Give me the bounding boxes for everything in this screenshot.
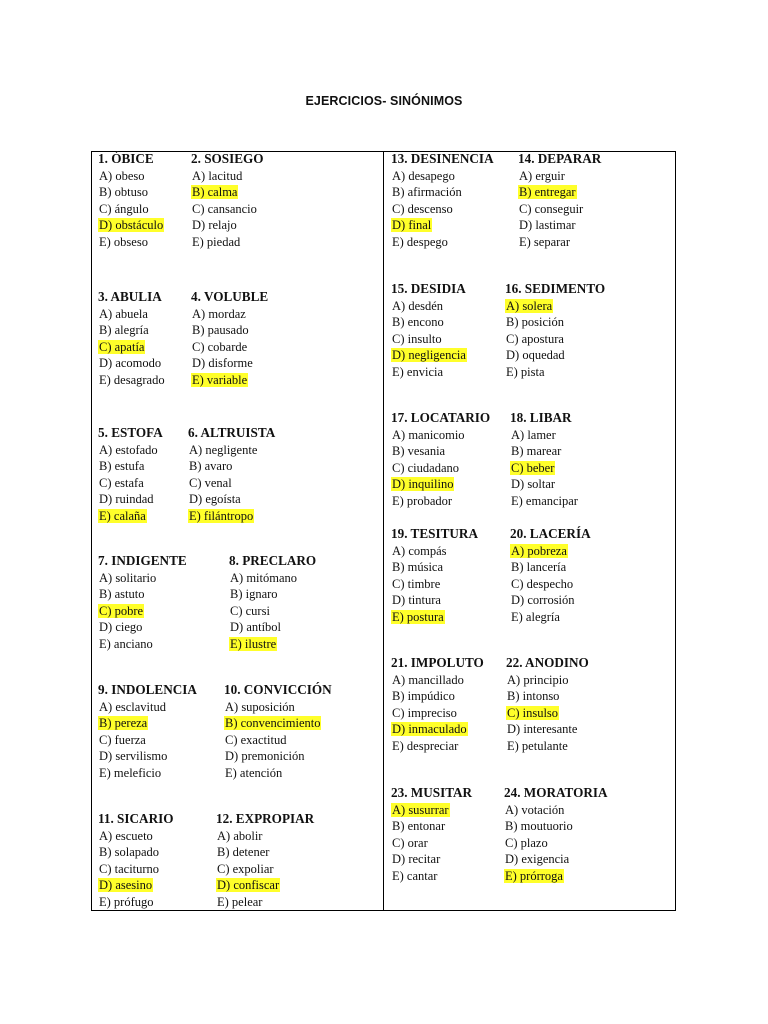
answer-option (98, 586, 187, 603)
answer-option (504, 802, 608, 819)
answer-option (391, 705, 484, 722)
question-heading: 8. PRECLARO (229, 553, 317, 568)
answer-option (391, 201, 494, 218)
answer-option (518, 168, 601, 185)
answer-option (98, 894, 173, 911)
option-text: D) antíbol (230, 620, 282, 635)
page-title: EJERCICIOS- SINÓNIMOS (305, 94, 463, 108)
option-text: B) marear (511, 444, 562, 459)
option-text: E) prófugo (99, 894, 154, 909)
option-text: A) negligente (189, 442, 258, 457)
answer-option-highlighted (510, 543, 591, 560)
option-text: B) astuto (99, 587, 145, 602)
answer-option (391, 460, 490, 477)
answer-option (510, 576, 591, 593)
option-text: A) desdén (392, 298, 444, 313)
answer-option (98, 306, 166, 323)
question-2 (191, 151, 264, 251)
answer-option-highlighted (391, 721, 484, 738)
option-text: B) intonso (507, 689, 560, 704)
question-heading: 21. IMPOLUTO (391, 655, 484, 670)
answer-option-highlighted (224, 715, 332, 732)
option-text: B) alegría (99, 323, 149, 338)
answer-option (518, 217, 601, 234)
question-6 (188, 425, 275, 525)
option-text: C) fuerza (99, 732, 146, 747)
option-text: E) ilustre (230, 636, 277, 651)
answer-option (229, 619, 316, 636)
answer-option (391, 364, 467, 381)
question-24 (504, 785, 608, 885)
answer-option (98, 322, 166, 339)
option-text: C) beber (511, 460, 555, 475)
option-text: C) expoliar (217, 861, 274, 876)
answer-option (224, 765, 332, 782)
answer-option (391, 818, 472, 835)
answer-option (98, 619, 187, 636)
question-7 (98, 553, 187, 653)
option-text: A) susurrar (392, 802, 449, 817)
answer-option (98, 184, 164, 201)
answer-option (391, 298, 467, 315)
option-text: D) lastimar (519, 218, 576, 233)
answer-option (98, 491, 163, 508)
question-15 (391, 281, 467, 381)
question-heading: 20. LACERÍA (510, 526, 591, 541)
question-8 (229, 553, 316, 653)
option-text: B) detener (217, 845, 270, 860)
answer-option-highlighted (518, 184, 601, 201)
answer-option-highlighted (98, 603, 187, 620)
option-text: C) venal (189, 475, 232, 490)
question-10 (224, 682, 332, 782)
option-text: C) descenso (392, 201, 453, 216)
question-17 (391, 410, 490, 510)
question-4 (191, 289, 268, 389)
question-heading: 10. CONVICCIÓN (224, 682, 332, 697)
option-text: B) impúdico (392, 689, 455, 704)
answer-option (188, 491, 275, 508)
question-heading: 14. DEPARAR (518, 151, 602, 166)
answer-option (391, 493, 490, 510)
answer-option (510, 427, 579, 444)
option-text: E) probador (392, 493, 453, 508)
option-text: B) afirmación (392, 185, 462, 200)
question-18 (510, 410, 579, 510)
option-text: B) obtuso (99, 185, 148, 200)
answer-option (98, 732, 197, 749)
option-text: A) esclavitud (99, 699, 166, 714)
answer-option (391, 168, 494, 185)
option-text: D) recitar (392, 852, 441, 867)
answer-option (98, 475, 163, 492)
answer-option (191, 355, 268, 372)
option-text: E) separar (519, 234, 571, 249)
question-13 (391, 151, 494, 251)
option-text: E) prórroga (505, 868, 563, 883)
option-text: E) pelear (217, 894, 263, 909)
question-12 (216, 811, 314, 911)
question-heading: 15. DESIDIA (391, 281, 466, 296)
answer-option (518, 201, 601, 218)
answer-option-highlighted (188, 508, 275, 525)
option-text: B) entonar (392, 819, 446, 834)
answer-option (506, 688, 589, 705)
option-text: A) erguir (519, 168, 565, 183)
answer-option-highlighted (391, 476, 490, 493)
answer-option (504, 835, 608, 852)
question-heading: 17. LOCATARIO (391, 410, 491, 425)
option-text: E) piedad (192, 234, 241, 249)
answer-option-highlighted (510, 460, 579, 477)
answer-option (510, 592, 591, 609)
answer-option (98, 372, 166, 389)
answer-option (229, 586, 316, 603)
option-text: C) conseguir (519, 201, 584, 216)
option-text: E) despreciar (392, 738, 459, 753)
option-text: D) egoísta (189, 492, 241, 507)
option-text: E) obseso (99, 234, 148, 249)
answer-option (391, 543, 478, 560)
option-text: A) lacitud (192, 168, 243, 183)
option-text: C) pobre (99, 603, 144, 618)
option-text: C) timbre (392, 576, 441, 591)
question-heading: 12. EXPROPIAR (216, 811, 315, 826)
option-text: D) oquedad (506, 348, 565, 363)
answer-option-highlighted (506, 705, 589, 722)
option-text: B) entregar (519, 185, 576, 200)
option-text: E) meleficio (99, 765, 162, 780)
option-text: E) anciano (99, 636, 153, 651)
answer-option (391, 559, 478, 576)
answer-option (391, 851, 472, 868)
answer-option-highlighted (191, 184, 264, 201)
answer-option (505, 347, 605, 364)
option-text: B) solapado (99, 845, 160, 860)
answer-option (191, 168, 264, 185)
answer-option-highlighted (191, 372, 268, 389)
answer-option (510, 559, 591, 576)
column-divider (383, 151, 384, 911)
option-text: C) ciudadano (392, 460, 459, 475)
answer-option-highlighted (391, 609, 478, 626)
answer-option (510, 493, 579, 510)
answer-option-highlighted (98, 339, 166, 356)
option-text: C) apatía (99, 339, 145, 354)
option-text: C) insulso (507, 705, 559, 720)
option-text: D) soltar (511, 477, 556, 492)
question-heading: 23. MUSITAR (391, 785, 473, 800)
answer-option (191, 217, 264, 234)
answer-option (505, 314, 605, 331)
answer-option (191, 339, 268, 356)
answer-option (98, 458, 163, 475)
option-text: D) acomodo (99, 356, 162, 371)
answer-option (391, 576, 478, 593)
question-19 (391, 526, 478, 626)
answer-option-highlighted (98, 217, 164, 234)
option-text: E) postura (392, 609, 444, 624)
option-text: D) ciego (99, 620, 143, 635)
answer-option-highlighted (98, 715, 197, 732)
question-20 (510, 526, 591, 626)
option-text: A) manicomio (392, 427, 465, 442)
answer-option (98, 168, 164, 185)
answer-option (391, 314, 467, 331)
question-heading: 1. ÓBICE (98, 151, 154, 166)
option-text: D) interesante (507, 722, 578, 737)
answer-option (504, 818, 608, 835)
option-text: C) exactitud (225, 732, 287, 747)
question-heading: 3. ABULIA (98, 289, 162, 304)
answer-option (216, 844, 314, 861)
option-text: D) relajo (192, 218, 237, 233)
option-text: C) insulto (392, 331, 442, 346)
option-text: A) pobreza (511, 543, 567, 558)
answer-option-highlighted (504, 868, 608, 885)
answer-option (98, 828, 173, 845)
question-22 (506, 655, 589, 755)
option-text: E) alegría (511, 609, 560, 624)
option-text: B) convencimiento (225, 716, 321, 731)
option-text: A) votación (505, 802, 565, 817)
question-heading: 24. MORATORIA (504, 785, 608, 800)
answer-option (510, 476, 579, 493)
answer-option (188, 442, 275, 459)
option-text: D) exigencia (505, 852, 570, 867)
question-23 (391, 785, 472, 885)
question-heading: 5. ESTOFA (98, 425, 163, 440)
option-text: C) orar (392, 835, 428, 850)
answer-option (98, 234, 164, 251)
answer-option (191, 322, 268, 339)
option-text: D) obstáculo (99, 218, 164, 233)
answer-option (391, 234, 494, 251)
answer-option-highlighted (391, 802, 472, 819)
option-text: D) premonición (225, 749, 305, 764)
option-text: D) asesino (99, 878, 153, 893)
option-text: D) tintura (392, 593, 441, 608)
option-text: A) mitómano (230, 570, 298, 585)
option-text: B) pausado (192, 323, 249, 338)
option-text: A) suposición (225, 699, 295, 714)
question-heading: 6. ALTRUISTA (188, 425, 276, 440)
question-21 (391, 655, 484, 755)
answer-option (98, 844, 173, 861)
answer-option (216, 894, 314, 911)
answer-option-highlighted (391, 347, 467, 364)
option-text: B) lancería (511, 560, 567, 575)
option-text: C) taciturno (99, 861, 160, 876)
option-text: C) despecho (511, 576, 574, 591)
question-heading: 16. SEDIMENTO (505, 281, 606, 296)
answer-option (391, 427, 490, 444)
question-heading: 22. ANODINO (506, 655, 589, 670)
answer-option-highlighted (98, 508, 163, 525)
option-text: D) negligencia (392, 348, 466, 363)
question-heading: 2. SOSIEGO (191, 151, 264, 166)
question-3 (98, 289, 166, 389)
option-text: E) filántropo (189, 508, 254, 523)
answer-option (391, 592, 478, 609)
option-text: C) plazo (505, 835, 548, 850)
answer-option (391, 738, 484, 755)
option-text: D) disforme (192, 356, 253, 371)
option-text: C) apostura (506, 331, 564, 346)
question-heading: 13. DESINENCIA (391, 151, 494, 166)
answer-option-highlighted (229, 636, 316, 653)
answer-option (229, 570, 316, 587)
option-text: E) despego (392, 234, 448, 249)
question-5 (98, 425, 163, 525)
option-text: D) final (392, 218, 432, 233)
option-text: C) estafa (99, 475, 144, 490)
option-text: A) obeso (99, 168, 145, 183)
answer-option (191, 306, 268, 323)
answer-option (391, 443, 490, 460)
option-text: E) cantar (392, 868, 438, 883)
option-text: E) atención (225, 765, 283, 780)
option-text: B) vesania (392, 444, 446, 459)
answer-option-highlighted (391, 217, 494, 234)
answer-option (505, 331, 605, 348)
answer-option (98, 636, 187, 653)
answer-option (98, 765, 197, 782)
option-text: B) moutuorio (505, 819, 573, 834)
answer-option (510, 609, 591, 626)
question-heading: 7. INDIGENTE (98, 553, 187, 568)
question-heading: 19. TESITURA (391, 526, 478, 541)
option-text: B) música (392, 560, 444, 575)
answer-option (188, 475, 275, 492)
option-text: E) pista (506, 364, 545, 379)
option-text: B) avaro (189, 459, 233, 474)
answer-option (98, 201, 164, 218)
option-text: A) mancillado (392, 672, 464, 687)
answer-option (98, 861, 173, 878)
option-text: C) ángulo (99, 201, 149, 216)
question-11 (98, 811, 173, 911)
answer-option (506, 721, 589, 738)
answer-option (506, 672, 589, 689)
answer-option (191, 234, 264, 251)
answer-option (98, 748, 197, 765)
option-text: C) cursi (230, 603, 270, 618)
option-text: A) abuela (99, 306, 148, 321)
option-text: A) desapego (392, 168, 455, 183)
option-text: B) ignaro (230, 587, 278, 602)
answer-option (229, 603, 316, 620)
option-text: D) inmaculado (392, 722, 467, 737)
option-text: B) calma (192, 185, 238, 200)
answer-option (216, 828, 314, 845)
answer-option (188, 458, 275, 475)
option-text: A) abolir (217, 828, 263, 843)
answer-option (391, 835, 472, 852)
question-heading: 11. SICARIO (98, 811, 174, 826)
option-text: C) impreciso (392, 705, 457, 720)
answer-option (224, 732, 332, 749)
option-text: C) cobarde (192, 339, 248, 354)
question-9 (98, 682, 197, 782)
answer-option (98, 442, 163, 459)
answer-option (510, 443, 579, 460)
option-text: A) compás (392, 543, 447, 558)
answer-option (98, 355, 166, 372)
answer-option (391, 688, 484, 705)
option-text: D) corrosión (511, 593, 575, 608)
option-text: B) estufa (99, 459, 145, 474)
question-16 (505, 281, 605, 381)
option-text: D) confiscar (217, 878, 280, 893)
option-text: E) emancipar (511, 493, 578, 508)
question-14 (518, 151, 601, 251)
answer-option (506, 738, 589, 755)
answer-option (391, 184, 494, 201)
question-1 (98, 151, 164, 251)
answer-option-highlighted (216, 877, 314, 894)
answer-option (191, 201, 264, 218)
option-text: A) solitario (99, 570, 157, 585)
option-text: E) variable (192, 372, 248, 387)
option-text: A) mordaz (192, 306, 246, 321)
option-text: E) calaña (99, 508, 146, 523)
option-text: D) ruindad (99, 492, 154, 507)
option-text: D) inquilino (392, 477, 454, 492)
answer-option-highlighted (98, 877, 173, 894)
answer-option (518, 234, 601, 251)
option-text: A) lamer (511, 427, 556, 442)
answer-option (391, 868, 472, 885)
option-text: B) posición (506, 315, 564, 330)
option-text: A) escueto (99, 828, 153, 843)
answer-option (224, 699, 332, 716)
answer-option (98, 699, 197, 716)
answer-option (391, 672, 484, 689)
answer-option (505, 364, 605, 381)
option-text: A) estofado (99, 442, 158, 457)
question-heading: 9. INDOLENCIA (98, 682, 197, 697)
answer-option (98, 570, 187, 587)
option-text: A) solera (506, 298, 553, 313)
answer-option (224, 748, 332, 765)
question-heading: 4. VOLUBLE (191, 289, 269, 304)
answer-option (391, 331, 467, 348)
question-heading: 18. LIBAR (510, 410, 572, 425)
option-text: C) cansancio (192, 201, 257, 216)
answer-option (216, 861, 314, 878)
option-text: B) encono (392, 315, 444, 330)
option-text: E) envicia (392, 364, 444, 379)
answer-option-highlighted (505, 298, 605, 315)
option-text: E) desagrado (99, 372, 165, 387)
option-text: B) pereza (99, 716, 148, 731)
option-text: A) principio (507, 672, 569, 687)
answer-option (504, 851, 608, 868)
option-text: D) servilismo (99, 749, 168, 764)
option-text: E) petulante (507, 738, 568, 753)
